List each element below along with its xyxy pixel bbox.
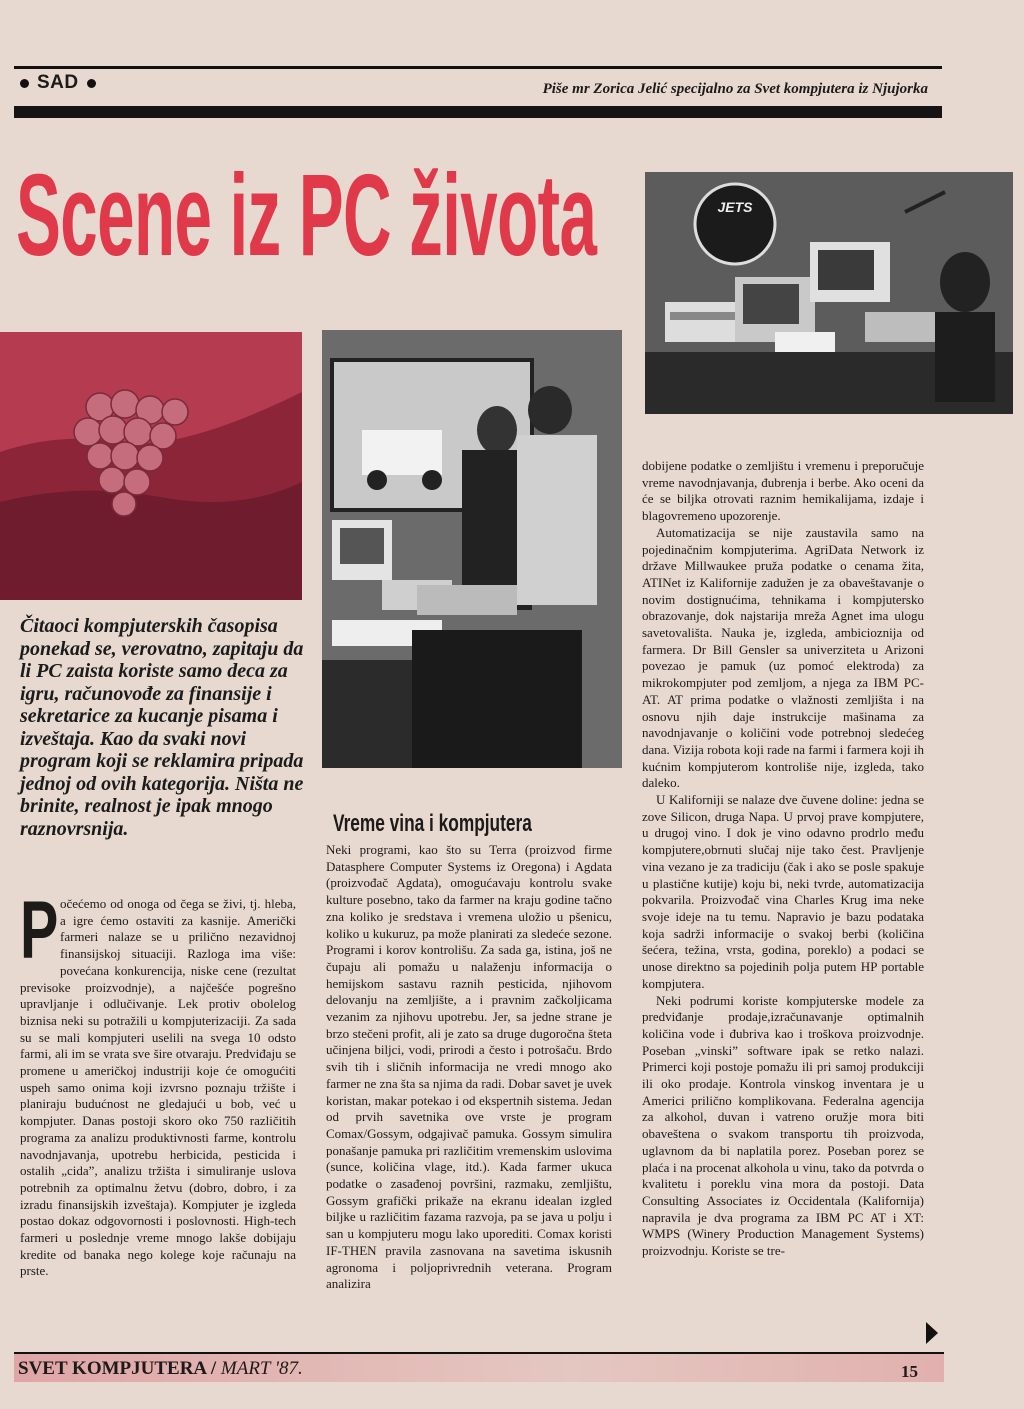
column-3-paragraph-2: Automatizacija se nije zaustavila samo na pojedinačnim kompjuterima. AgriData Network iz države Millwaukee pruža podatke o cenama žita, ATINet iz Kalifornije zadužen je za obaveštavanje o novim dostignućima, tehnikama i kompjutersko obrazovanje, dok najstarija mreža Agnet ima ulogu savetovališta. Nauka je, izgleda, ambicioznija od farmera. Dr Bill Gensler sa univerziteta u Arizoni povezao je pamuk (uz pomoć elektroda) za mikrokompjuter pod zemljom, a njega za IBM PC-AT. AT prima podatke o vlažnosti zemljišta i na osnovu njih daje instrukcije mašinama za navodnjavanje o količini vode potrebnoj sledećeg dana. Vizija robota koji rade na farmi i farmera koji ih kućnim kompjuterom kontroliše nije, izgleda, tako daleko. [642, 524, 924, 791]
photo-vineyard-grapes [0, 332, 302, 600]
column-3-paragraph-1: dobijene podatke o zemljištu i vremenu i preporučuje vreme navodnjavanja, đubrenja i berbe. Ako oceni da će se biljka otrovati raznim hemikalijama, izdaje i blagovremeno upozorenje. [642, 458, 924, 524]
header-band [14, 106, 942, 118]
column-3-paragraph-4: Neki podrumi koriste kompjuterske modele za predviđanje prodaje,izračunavanje optimalnih količina vode i đubriva kao i troškova proizvodnje. Poseban „vinski” software ipak se retko nalazi. Primerci koji postoje pomažu ili pri samoj produkciji ili oko prodaje. Kontrola vinskog inventara je u Americi prilično komplikovana. Federalna agencija za alkohol, duvan i vatreno oružje mora biti obaveštena o svakom transportu tih proizvoda, uglavnom da bi naplatila porez. Poseban porez se plaća i na procenat alkohola u vinu, tako da potvrda o kvalitetu i poreklu vina mora da postoji. Data Consulting Associates iz Occidentala (Kalifornija) napravila je dva programa za IBM PC AT i XT: WMPS (Winery Production Management Systems) proizvodnju. Koriste se tre- [642, 992, 924, 1259]
continue-arrow-icon [926, 1322, 938, 1344]
section-label [20, 72, 96, 94]
jets-sign-text: JETS [717, 199, 753, 215]
section-name: SAD [37, 72, 79, 93]
photo-winery-office [322, 330, 622, 768]
top-rule [14, 66, 942, 69]
article-column-2 [326, 842, 612, 1293]
photo-office-computers [645, 172, 1013, 414]
page-number: 15 [901, 1362, 918, 1381]
subheading: Vreme vina i kompjutera [333, 810, 532, 837]
publication-name: SVET KOMPJUTERA / [18, 1358, 217, 1379]
bullet-dot-icon [20, 79, 29, 88]
office-illustration [645, 172, 1013, 414]
article-column-3 [642, 458, 924, 1260]
byline: Piše mr Zorica Jelić specijalno za Svet kompjutera iz Njujorka [542, 81, 928, 97]
grapes-illustration [0, 332, 302, 600]
column-2-text: Neki programi, kao što su Terra (proizvod firme Datasphere Computer Systems iz Oregona) i Agdata (proizvođač Agdata), omogućavaju kontrolu svake kulture posebno, tako da farmer na kraju godine tačno zna koliko je sredstava i vremena uložio u pšenicu, koliko u kukuruz, pa može planirati za sledeće sezone. Programi i korov kontrolišu. Za sada ga, istina, još ne čupaju ali pomažu u nalaženju informacija o hemijskom sastavu raznih pesticida, njihovom delovanju na zemljište, a i pravnim začkoljicama vezanim za njihovu upotrebu. Jer, sa jedne strane je brzo stečeni profit, ali je zato sa druge dugoročna šteta učinjena biljci, vodi, prirodi a često i potrošaču. Brdo svih tih i sličnih informacija ne vredi mnogo ako farmer ne zna šta sa njima da radi. Dobar savet je uvek koristan, makar potekao i od ekspertnih sistema. Jedan od prvih savetnika ove vrste je program Comax/Gossym, odgajivač pamuka. Gossym simulira ponašanje pamuka pri različitim vremenskim uslovima (sunce, količina vlage, itd.). Kada farmer ukuca podatke o zasađenoj površini, razmaku, zemljištu, Gossym grafički prikaže na ekranu idealan izgled biljke u različitim fazama razvoja, pa se java u polju i san u kompjuteru mogu lako uporediti. Comax koristi IF-THEN pravila zasnovana na savetima iskusnih agronoma i poljoprivrednih veterana. Program analizira [326, 842, 612, 1292]
column-3-paragraph-3: U Kaliforniji se nalaze dve čuvene doline: jedna se zove Silicon, druga Napa. U prvoj prave kompjutere, u drugoj vino. I dok je vino odavno prodrlo među kompjutere,obrnuti slučaj nije tako čest. Pravljenje vina vezano je za tradiciju (čak i ako se posle spakuje u plastične kutije) koju bi, neki tvrde, automatizacija pokvarila. Proizvođač vina Charles Krug ima neke svoje ideje na tu temu. Napravio je bazu podataka koja sadrži informacije o svakoj berbi (količina šećera, težina, vrsta, godina, poreklo) a podaci se unose direktno sa pojedinih polja putem HP portable kompjutera. [642, 792, 924, 991]
article-column-1 [20, 885, 296, 1280]
footer-publication [18, 1358, 303, 1380]
bullet-dot-icon [87, 79, 96, 88]
page-header [14, 72, 942, 102]
drop-cap: P [20, 885, 59, 976]
article-title: Scene iz PC života [16, 150, 597, 280]
column-1-text: očećemo od onoga od čega se živi, tj. hleba, a igre ćemo ostaviti za kasnije. Američki farmeri nalaze se u prilično nezavidnoj finansijskoj situaciji. Razloga ima više: povećana konkurencija, niske cene (rezultat previsoke proizvodnje), a najčešće pogrešno upravljanje i odlučivanje. Lek protiv obolelog biznisa neki su potražili u kompjuterizaciji. Za sada su se mali kompjuteri uselili na svega 10 odsto farmi, ali im se vrata sve šire otvaraju. Predviđaju se promene u američkoj industriji koje će omogućiti uspeh samo onima koji izvrsno poznaju tržište i planiraju budućnost ne gledajući u bob, već u kompjuter. Danas postoji skoro oko 750 različitih programa za analizu produktivnosti farme, kontrolu navodnjavanja, upotrebu herbicida, pesticida i ostalih „cida”, analizu tržišta i simuliranje uslova potrebnih za optimalnu žetvu (dobro, dobro, i za izradu finansijskih izveštaja). Kompjuter je izgleda postao dokaz odgovornosti i poslovnosti. High-tech farmeri u poslednje vreme mnogo lakše dobijaju kredite od banaka nego kolege koje računaju na prste. [20, 896, 296, 1279]
issue-date: MART '87. [220, 1358, 303, 1379]
page-footer [14, 1354, 944, 1382]
winery-illustration [322, 330, 622, 768]
lede-paragraph: Čitaoci kompjuterskih časopisa ponekad se, verovatno, zapitaju da li PC zaista koriste samo deca za igru, računovođe za finansije i sekretarice za kucanje pisama i izveštaja. Kao da svaki novi program koji se reklamira pripada jednoj od ovih kategorija. Ništa ne brinite, realnost je ipak mnogo raznovrsnija. [20, 615, 304, 840]
